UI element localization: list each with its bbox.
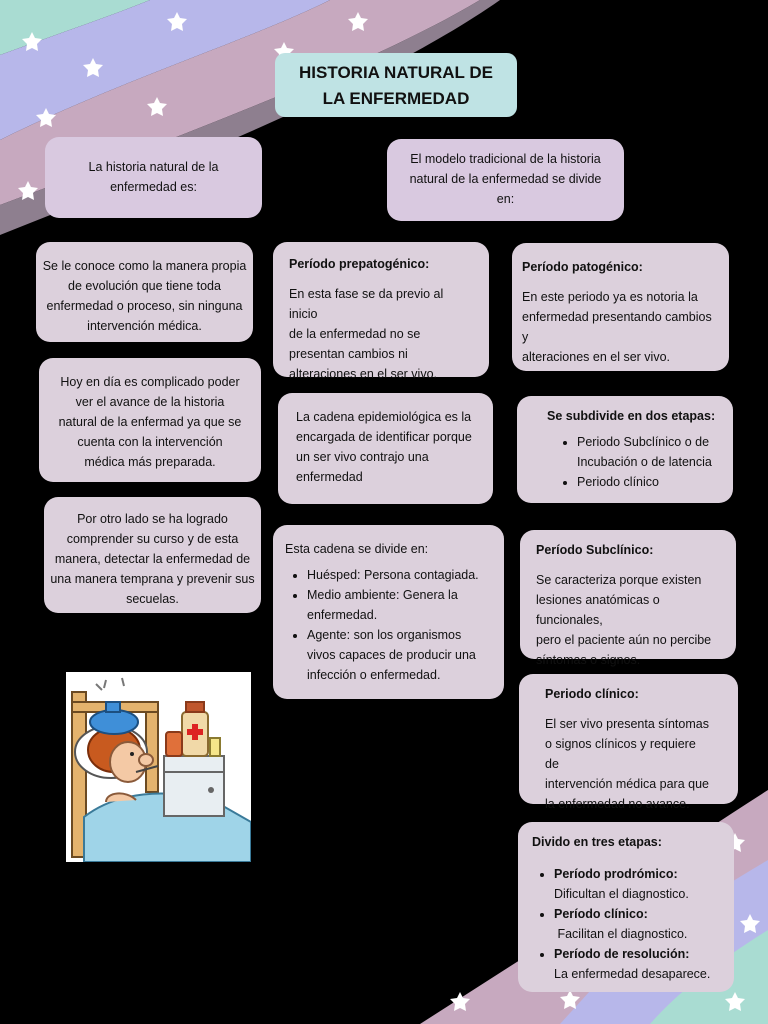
text-line: de la enfermedad no se	[289, 327, 421, 341]
text-line: Incubación o de latencia	[577, 455, 712, 469]
text-line: • Periodo clínico	[577, 475, 659, 489]
text-line: cuenta con la intervención	[77, 435, 223, 449]
left-header-box	[45, 137, 262, 218]
text-line: intervención médica para que	[545, 777, 709, 791]
text-line: • Medio ambiente: Genera la	[307, 588, 458, 602]
prepatogenic-period-box	[273, 242, 489, 381]
text-line: Se le conoce como la manera propia	[42, 259, 247, 273]
three-stages-list	[532, 864, 720, 984]
text-line: ver el avance de la historia	[75, 395, 225, 409]
text-line: secuelas.	[126, 592, 179, 606]
stage-label: • Período clínico:	[554, 907, 648, 921]
text-line: síntomas o signos.	[536, 653, 641, 667]
text-line: El ser vivo presenta síntomas	[545, 717, 709, 731]
text-line: • Agente: son los organismos	[307, 628, 462, 642]
list-item	[554, 944, 720, 984]
text-line: En este periodo ya es notoria la	[522, 290, 698, 304]
stage-label: • Período prodrómico:	[554, 867, 678, 881]
sick-person-in-bed-icon	[66, 672, 251, 862]
text-line: El modelo tradicional de la historia	[410, 152, 601, 166]
stage-label: • Período de resolución:	[554, 947, 690, 961]
list-item	[307, 585, 492, 625]
text-line: una manera temprana y prevenir sus	[50, 572, 255, 586]
three-stages-box	[518, 822, 734, 992]
list-item	[577, 432, 719, 472]
chain-divisions-box	[273, 525, 504, 699]
box-heading: Se subdivide en dos etapas:	[547, 409, 716, 423]
text-line: la enfermedad no avance.	[545, 797, 690, 811]
text-line: Se caracteriza porque existen	[536, 573, 702, 587]
title-line-2: LA ENFERMEDAD	[322, 89, 470, 108]
list-item	[577, 472, 719, 492]
text-line: médica más preparada.	[84, 455, 216, 469]
text-line: natural de la enfermedad se divide	[409, 172, 602, 186]
text-line: La historia natural de la	[88, 160, 219, 174]
subdivide-list	[541, 432, 719, 492]
box-heading: Divido en tres etapas:	[532, 835, 662, 849]
text-line: lesiones anatómicas o funcionales,	[536, 593, 660, 627]
text-line: enfermedad presentando cambios y	[522, 310, 712, 344]
stage-description: Dificultan el diagnostico.	[554, 887, 689, 901]
text-line: alteraciones en el ser vivo.	[522, 350, 670, 364]
list-item	[307, 565, 492, 585]
text-line: intervención médica.	[87, 319, 202, 333]
pathogenic-period-box	[512, 243, 729, 371]
text-line: presentan cambios ni	[289, 347, 408, 361]
text-line: En esta fase se da previo al inicio	[289, 287, 444, 321]
text-line: infección o enfermedad.	[307, 668, 441, 682]
text-line: • Periodo Subclínico o de	[577, 435, 710, 449]
text-line: en:	[496, 192, 515, 206]
text-line: vivos capaces de producir una	[307, 648, 476, 662]
chain-divisions-list	[285, 565, 492, 685]
text-line: enfermedad.	[307, 608, 378, 622]
clinical-period-box	[519, 674, 738, 811]
epidemiological-chain-box	[278, 393, 493, 504]
text-line: o signos clínicos y requiere de	[545, 737, 696, 771]
text-line: de evolución que tiene toda	[68, 279, 221, 293]
subdivide-box	[517, 396, 733, 503]
text-line: Hoy en día es complicado poder	[60, 375, 240, 389]
mid-header-box	[387, 139, 624, 221]
box-heading: Periodo clínico:	[545, 687, 639, 701]
text-line: comprender su curso y de esta	[66, 532, 239, 546]
box-heading: Período prepatogénico:	[289, 257, 430, 271]
stage-description: La enfermedad desaparece.	[554, 967, 711, 981]
list-item	[554, 864, 720, 904]
page-title	[275, 53, 517, 117]
subclinical-period-box	[520, 530, 736, 667]
box-heading: Esta cadena se divide en:	[285, 542, 429, 556]
text-line: La cadena epidemiológica es la	[296, 410, 472, 424]
text-line: enfermedad es:	[110, 180, 197, 194]
title-line-1: HISTORIA NATURAL DE	[299, 63, 493, 82]
text-line: Por otro lado se ha logrado	[77, 512, 228, 526]
text-line: natural de la enfermad ya que se	[58, 415, 242, 429]
text-line: • Huésped: Persona contagiada.	[307, 568, 479, 582]
text-line: encargada de identificar porque	[296, 430, 472, 444]
text-line: un ser vivo contrajo una	[296, 450, 429, 464]
text-line: manera, detectar la enfermedad de	[54, 552, 251, 566]
left-today-box	[39, 358, 261, 482]
list-item	[307, 625, 492, 685]
stage-description: Facilitan el diagnostico.	[554, 927, 688, 941]
text-line: pero el paciente aún no percibe	[536, 633, 712, 647]
text-line: enfermedad o proceso, sin ninguna	[46, 299, 243, 313]
left-other-box	[44, 497, 261, 613]
text-line: enfermedad	[296, 470, 363, 484]
box-heading: Período patogénico:	[522, 260, 643, 274]
left-definition-box	[36, 242, 253, 342]
text-line: alteraciones en el ser vivo.	[289, 367, 437, 381]
list-item	[554, 904, 720, 944]
box-heading: Período Subclínico:	[536, 543, 654, 557]
